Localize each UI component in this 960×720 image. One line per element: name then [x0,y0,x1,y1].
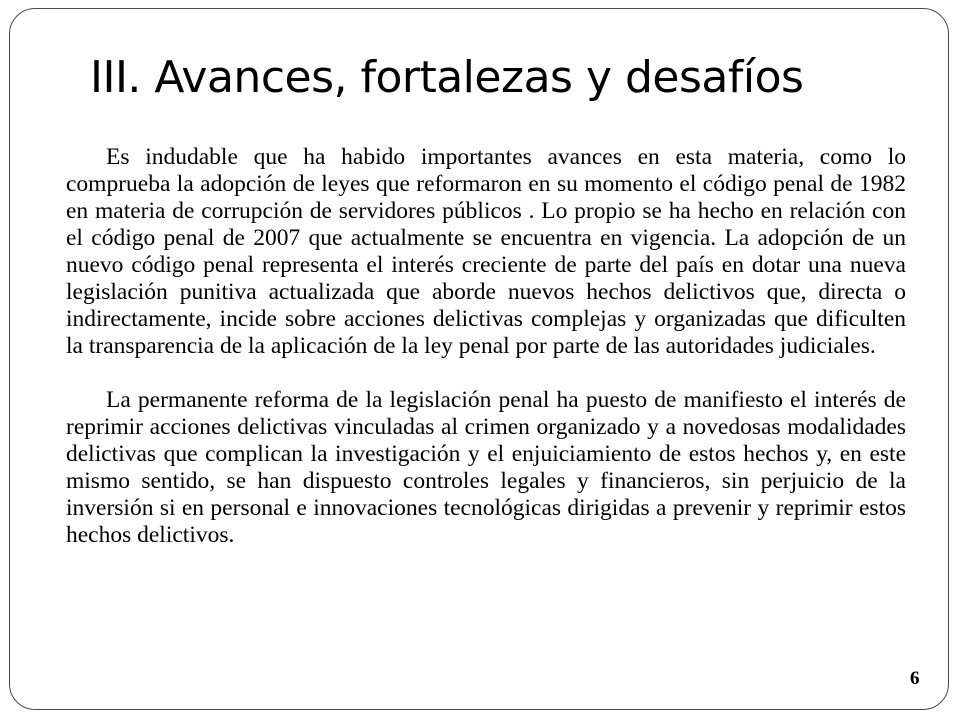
body-paragraph-1: Es indudable que ha habido importantes avances en esta materia, como lo comprueba la adopción de leyes que reformaron en su momento el código penal de 1982 en materia de corrupción de servidores públicos . Lo propio se ha hecho en relación con el código penal de 2007 que actualmente se encuentra en vigencia. La adopción de un nuevo código penal representa el interés creciente de parte del país en dotar una nueva legislación punitiva actualizada que aborde nuevos hechos delictivos que, directa o indirectamente, incide sobre acciones delictivas complejas y organizadas que dificulten la transparencia de la aplicación de la ley penal por parte de las autoridades judiciales. [66,144,906,359]
page-number: 6 [910,668,920,689]
slide-title: III. Avances, fortalezas y desafíos [90,52,804,103]
body-paragraph-2: La permanente reforma de la legislación penal ha puesto de manifiesto el interés de reprimir acciones delictivas vinculadas al crimen organizado y a novedosas modalidades delictivas que complican la investigación y el enjuiciamiento de estos hechos y, en este mismo sentido, se han dispuesto controles legales y financieros, sin perjuicio de la inversión si en personal e innovaciones tecnológicas dirigidas a prevenir y reprimir estos hechos delictivos. [66,387,906,548]
slide-body [66,144,906,549]
